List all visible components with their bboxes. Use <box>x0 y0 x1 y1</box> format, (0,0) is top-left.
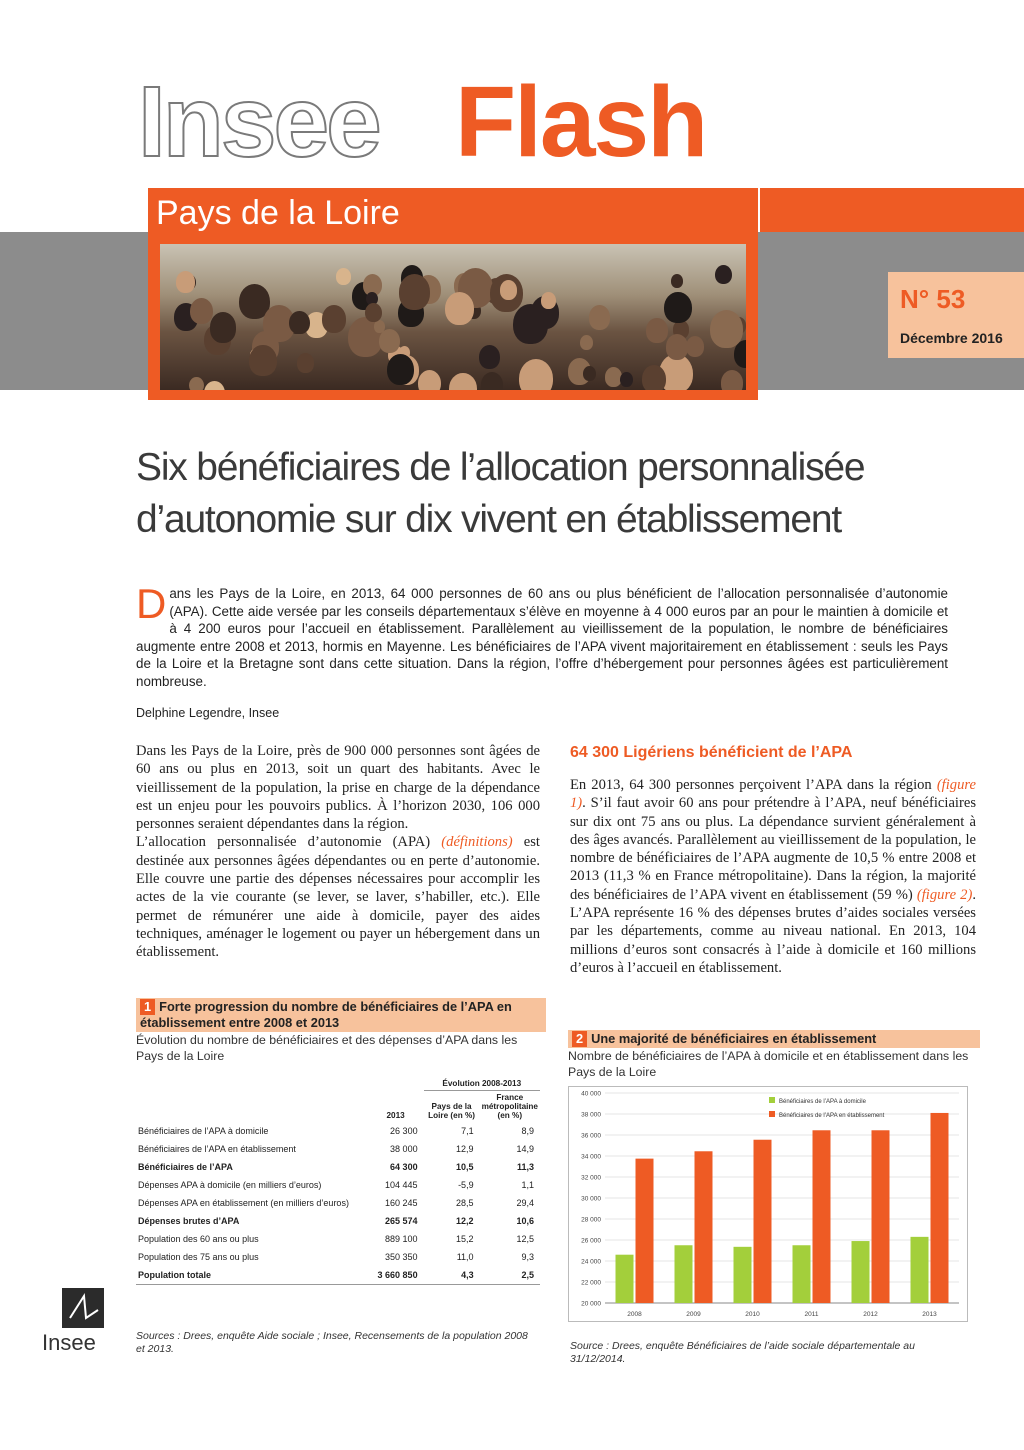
cell-value: 9,3 <box>521 1252 534 1262</box>
cell-value: 14,9 <box>516 1144 534 1154</box>
figure-1-title-text: Forte progression du nombre de bénéficiaires de l’APA en établissement entre 2008 et 2013 <box>140 999 512 1030</box>
cell-value: 7,1 <box>461 1126 474 1136</box>
cell-value: 104 445 <box>385 1180 418 1190</box>
table-row <box>136 1122 540 1140</box>
table-row <box>136 1194 540 1212</box>
figure-1-subtitle: Évolution du nombre de bénéficiaires et des dépenses d’APA dans les Pays de la Loire <box>136 1033 518 1063</box>
p2-text-b: est destinée aux personnes âgées dépendantes ou en perte d’autonomie. Elle couvre une partie des dépenses nécessaires pour accomplir les actes de la vie courante (se lever, se laver, s’habiller, etc.). Elle permet de rémunérer une aide à domicile, payer des aides techniques, aménager le logement ou payer un hébergement dans un établissement. <box>136 834 540 961</box>
header-orange-strip <box>760 188 1024 232</box>
x-tick-label: 2011 <box>804 1311 819 1318</box>
cell-value: 4,3 <box>424 1266 480 1285</box>
brand-flash: Flash <box>455 66 707 178</box>
rc-text-3: . L’APA représente 16 % des dépenses brutes d’aides sociales versées par les départements, comme au niveau national. En 2013, 104 millions d’euros sont consacrés à l’aide à domicile et 160 millions d’euros à l’accueil en établissement. <box>570 886 976 976</box>
bar-etablissement <box>872 1130 890 1303</box>
page-title <box>136 442 896 546</box>
issue-date: Décembre 2016 <box>900 330 1003 346</box>
y-tick-label: 30 000 <box>581 1195 601 1203</box>
x-tick-label: 2012 <box>863 1311 878 1318</box>
cell-value: 2,5 <box>480 1266 540 1285</box>
x-tick-label: 2008 <box>627 1311 642 1318</box>
table-row <box>136 1212 540 1230</box>
section-heading: 64 300 Ligériens bénéficient de l’APA <box>570 744 853 761</box>
cell-value: 889 100 <box>385 1234 418 1244</box>
figure-2-header <box>568 1030 980 1080</box>
crowd-photo <box>160 244 746 390</box>
cell-value: 350 350 <box>385 1252 418 1262</box>
author: Delphine Legendre, Insee <box>136 706 280 720</box>
row-label: Dépenses APA en établissement (en milliers d’euros) <box>138 1198 349 1208</box>
figure-2-chart <box>568 1086 968 1322</box>
figure-1-link[interactable]: (figure 1) <box>570 777 976 812</box>
row-label: Dépenses brutes d’APA <box>138 1216 240 1226</box>
cell-value: 8,9 <box>521 1126 534 1136</box>
row-label: Dépenses APA à domicile (en milliers d’euros) <box>138 1180 322 1190</box>
figure-2-title-text: Une majorité de bénéficiaires en établissement <box>591 1031 877 1046</box>
cell-value: -5,9 <box>458 1180 474 1190</box>
cell-value: 64 300 <box>390 1162 418 1172</box>
cell-value: 10,5 <box>456 1162 474 1172</box>
figure-1-header <box>136 998 546 1064</box>
bar-etablissement <box>695 1151 713 1303</box>
left-paragraph-1: Dans les Pays de la Loire, près de 900 000 personnes sont âgées de 60 ans ou plus en 2013, soit un quart des habitants. Avec le vieillissement de la population, la prise en charge de la dépendance est un enjeu pour les pouvoirs publics. À l’horizon 2030, 106 000 personnes seraient dépendantes dans la région. <box>136 743 540 833</box>
table-row <box>136 1176 540 1194</box>
issue-number: N° 53 <box>900 284 966 314</box>
y-tick-label: 20 000 <box>581 1300 601 1308</box>
legend-label: Bénéficiaires de l’APA en établissement <box>779 1113 885 1119</box>
bar-domicile <box>616 1255 634 1303</box>
cell-value: 11,0 <box>456 1252 474 1262</box>
legend-swatch <box>769 1097 775 1103</box>
p2-text-a: L’allocation personnalisée d’autonomie (APA) <box>136 834 442 851</box>
table-row <box>136 1158 540 1176</box>
y-tick-label: 24 000 <box>581 1258 601 1266</box>
intro-text: ans les Pays de la Loire, en 2013, 64 000 personnes de 60 ans ou plus bénéficient de l’allocation personnalisée d’autonomie (APA). Cette aide versée par les conseils départementaux s’élève en moyenne à 4 000 euros par an pour le maintien à domicile et à 4 200 euros pour l’accueil en établissement. Parallèlement au vieillissement de la population, le nombre de bénéficiaires augmente entre 2008 et 2013, hormis en Mayenne. Les bénéficiaires de l’APA vivent majoritairement en établissement : seuls les Pays de la Loire et la Bretagne sont dans cette situation. Dans la région, l’offre d’hébergement pour personnes âgées est particulièrement nombreuse. <box>136 586 948 689</box>
cell-value: 10,6 <box>516 1216 534 1226</box>
figure-2-subtitle: Nombre de bénéficiaires de l’APA à domicile et en établissement dans les Pays de la Loire <box>568 1049 969 1079</box>
bar-etablissement <box>636 1159 654 1303</box>
row-label: Population des 60 ans ou plus <box>138 1234 259 1244</box>
col-header-pdl: Pays de la Loire (en %) <box>428 1102 475 1120</box>
table-row <box>136 1266 540 1285</box>
title-line-2: d’autonomie sur dix vivent en établissement <box>136 498 841 541</box>
figure-1-source: Sources : Drees, enquête Aide sociale ; Insee, Recensements de la population 2008 et 2013. <box>136 1330 528 1355</box>
cell-value: 11,3 <box>516 1162 534 1172</box>
col-header-france: France métropolitaine (en %) <box>481 1093 538 1120</box>
left-column <box>136 742 540 962</box>
table-row <box>136 1140 540 1158</box>
row-label: Bénéficiaires de l’APA <box>138 1162 233 1172</box>
legend-swatch <box>769 1111 775 1117</box>
cell-value: 1,1 <box>521 1180 534 1190</box>
y-tick-label: 26 000 <box>581 1237 601 1245</box>
figure-2-link[interactable]: (figure 2) <box>916 886 973 903</box>
bar-domicile <box>911 1237 929 1303</box>
right-column <box>570 776 976 977</box>
col-header-2013: 2013 <box>386 1111 405 1120</box>
figure-2-title <box>568 1030 980 1048</box>
dropcap: D <box>136 580 167 627</box>
cell-value: 12,5 <box>516 1234 534 1244</box>
bar-domicile <box>852 1241 870 1303</box>
cell-value: 160 245 <box>385 1198 418 1208</box>
table-row <box>136 1248 540 1266</box>
cell-value: 29,4 <box>516 1198 534 1208</box>
bar-chart <box>569 1087 967 1321</box>
brand-insee: Insee <box>138 66 379 178</box>
group-header: Évolution 2008-2013 <box>424 1072 540 1091</box>
bar-etablissement <box>813 1130 831 1303</box>
cell-value: 15,2 <box>456 1234 474 1244</box>
cell-value: 3 660 850 <box>368 1266 424 1285</box>
rc-text-2: . S’il faut avoir 60 ans pour prétendre à l’APA, neuf bénéficiaires sur dix ont 75 ans ou plus. La dépendance survient généralement à des âges avancés. Parallèlement au vieillissement de la population, le nombre de bénéficiaires de l’APA augmente de 10,5 % entre 2008 et 2013 (11,3 % en France métropolitaine). Dans la région, la majorité des bénéficiaires de l’APA vivent en établissement (59 %) <box>570 795 976 903</box>
y-tick-label: 40 000 <box>581 1090 601 1098</box>
cell-value: 12,2 <box>456 1216 474 1226</box>
cell-value: 38 000 <box>390 1144 418 1154</box>
row-label: Bénéficiaires de l’APA en établissement <box>138 1144 296 1154</box>
table-row <box>136 1230 540 1248</box>
insee-logo-text: Insee <box>42 1330 96 1355</box>
figure-2-source: Source : Drees, enquête Bénéficiaires de l’aide sociale départementale au 31/12/2014. <box>570 1340 915 1365</box>
row-label: Population des 75 ans ou plus <box>138 1252 259 1262</box>
title-line-1: Six bénéficiaires de l’allocation personnalisée <box>136 446 865 489</box>
x-tick-label: 2013 <box>922 1311 937 1318</box>
figure-1-table <box>136 1072 540 1285</box>
row-label: Bénéficiaires de l’APA à domicile <box>138 1126 269 1136</box>
bar-etablissement <box>931 1113 949 1303</box>
x-tick-label: 2009 <box>686 1311 701 1318</box>
figure-1-title <box>136 998 546 1032</box>
y-tick-label: 22 000 <box>581 1279 601 1287</box>
cell-value: 12,9 <box>456 1144 474 1154</box>
legend-label: Bénéficiaires de l’APA à domicile <box>779 1099 866 1105</box>
bar-domicile <box>734 1247 752 1303</box>
row-label: Population totale <box>136 1266 368 1285</box>
y-tick-label: 32 000 <box>581 1174 601 1182</box>
rc-text-1: En 2013, 64 300 personnes perçoivent l’APA dans la région <box>570 777 937 793</box>
x-tick-label: 2010 <box>745 1311 760 1318</box>
y-tick-label: 28 000 <box>581 1216 601 1224</box>
definitions-link[interactable]: (définitions) <box>441 834 513 851</box>
cell-value: 26 300 <box>390 1126 418 1136</box>
insee-logo-icon <box>62 1288 104 1328</box>
y-tick-label: 36 000 <box>581 1132 601 1140</box>
y-tick-label: 38 000 <box>581 1111 601 1119</box>
figure-1-number: 1 <box>140 999 155 1015</box>
region-name: Pays de la Loire <box>156 194 400 232</box>
bar-domicile <box>793 1245 811 1303</box>
y-tick-label: 34 000 <box>581 1153 601 1161</box>
cell-value: 265 574 <box>385 1216 418 1226</box>
bar-etablissement <box>754 1140 772 1303</box>
bar-domicile <box>675 1245 693 1303</box>
left-paragraph-2 <box>136 833 540 961</box>
intro-paragraph <box>136 580 948 690</box>
cell-value: 28,5 <box>456 1198 474 1208</box>
figure-2-number: 2 <box>572 1031 587 1047</box>
